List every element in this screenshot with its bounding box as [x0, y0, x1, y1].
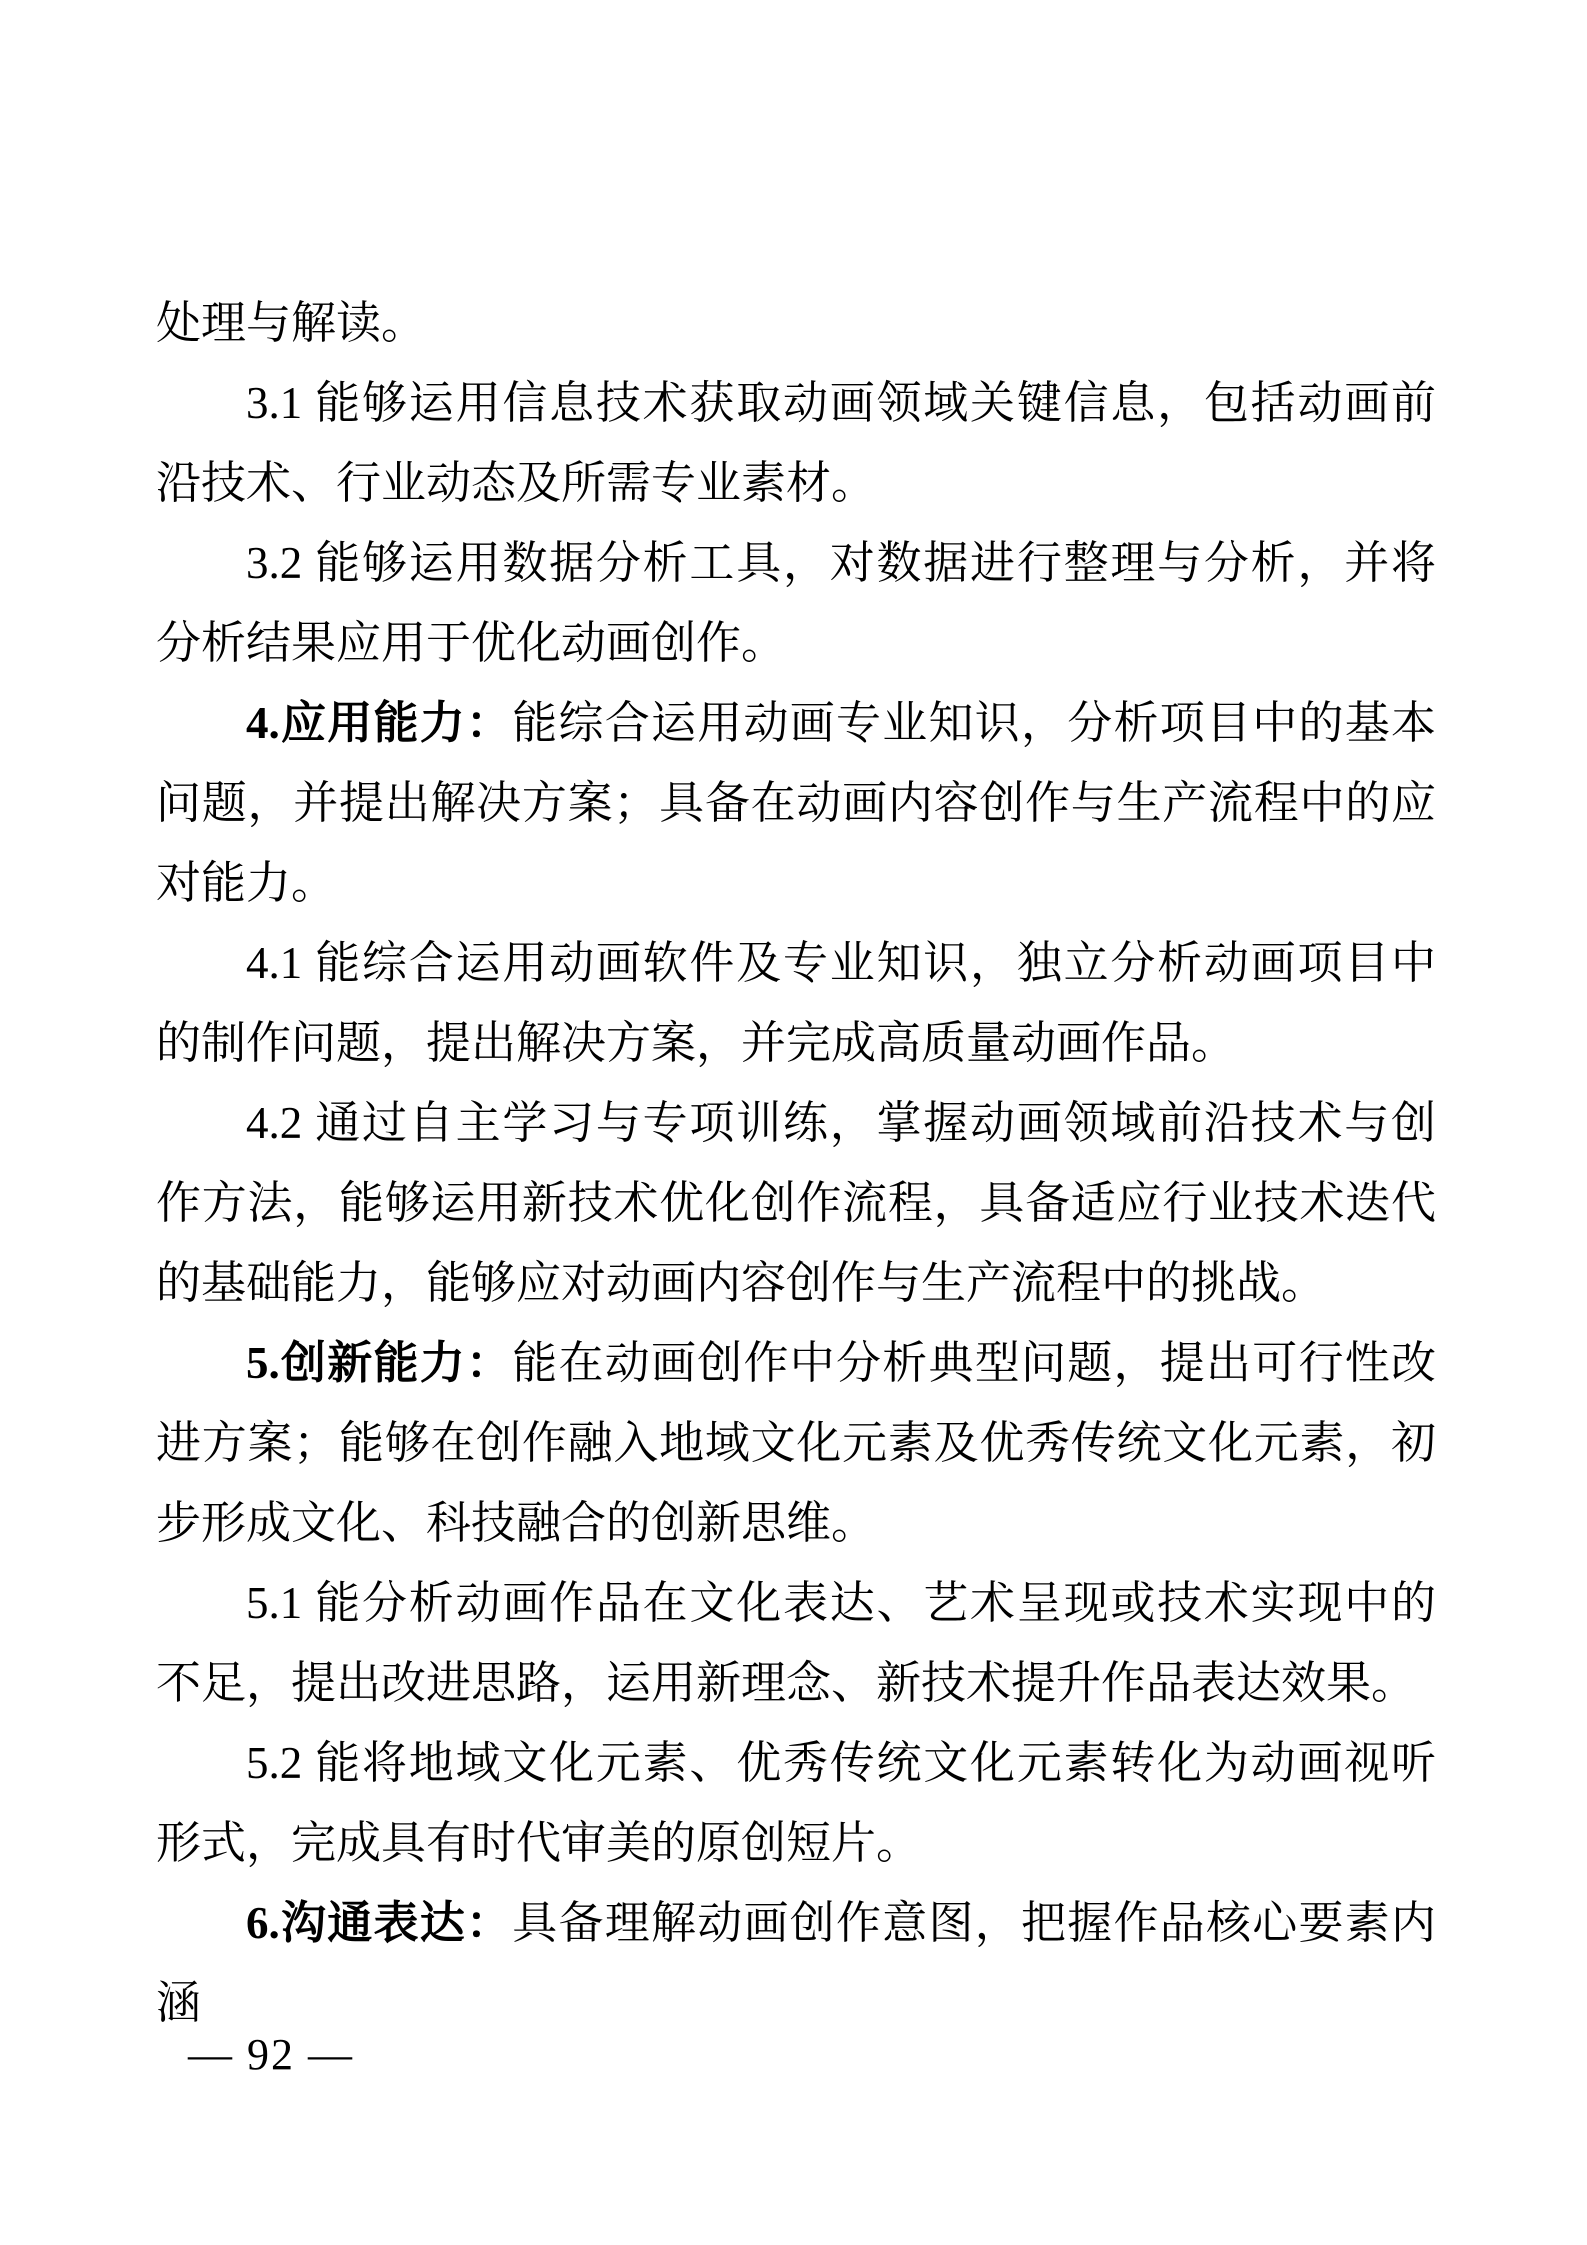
paragraph: [156, 523, 1436, 683]
paragraph: [156, 1083, 1436, 1323]
text-run: 4.1 能综合运用动画软件及专业知识，独立分析动画项目中的制作问题，提出解决方案，并完成高质量动画作品。: [156, 938, 1436, 1068]
paragraph: [156, 363, 1436, 523]
page-number: — 92 —: [188, 2030, 354, 2079]
paragraph: [156, 1563, 1436, 1723]
text-run: 3.2 能够运用数据分析工具，对数据进行整理与分析，并将分析结果应用于优化动画创作。: [156, 538, 1436, 668]
text-run: 5.1 能分析动画作品在文化表达、艺术呈现或技术实现中的不足，提出改进思路，运用新理念、新技术提升作品表达效果。: [156, 1578, 1436, 1708]
document-body: [156, 283, 1436, 2043]
section-heading-run: 4.应用能力：: [246, 698, 513, 748]
text-run: 处理与解读。: [156, 298, 427, 348]
text-run: 4.2 通过自主学习与专项训练，掌握动画领域前沿技术与创作方法，能够运用新技术优化创作流程，具备适应行业技术迭代的基础能力，能够应对动画内容创作与生产流程中的挑战。: [156, 1098, 1436, 1308]
text-run: 能在动画创作中分析典型问题，提出可行性改进方案；能够在创作融入地域文化元素及优秀传统文化元素，初步形成文化、科技融合的创新思维。: [156, 1338, 1436, 1548]
text-run: 5.2 能将地域文化元素、优秀传统文化元素转化为动画视听形式，完成具有时代审美的原创短片。: [156, 1738, 1436, 1868]
paragraph: [156, 1723, 1436, 1883]
text-run: 能综合运用动画专业知识，分析项目中的基本问题，并提出解决方案；具备在动画内容创作与生产流程中的应对能力。: [156, 698, 1436, 908]
paragraph: [156, 1323, 1436, 1563]
section-heading-run: 6.沟通表达：: [246, 1898, 513, 1948]
paragraph: [156, 683, 1436, 923]
text-run: 具备理解动画创作意图，把握作品核心要素内涵: [156, 1898, 1436, 2028]
paragraph: [156, 923, 1436, 1083]
paragraph: [156, 283, 1436, 363]
text-run: 3.1 能够运用信息技术获取动画领域关键信息，包括动画前沿技术、行业动态及所需专业素材。: [156, 378, 1436, 508]
section-heading-run: 5.创新能力：: [246, 1338, 513, 1388]
paragraph: [156, 1883, 1436, 2043]
